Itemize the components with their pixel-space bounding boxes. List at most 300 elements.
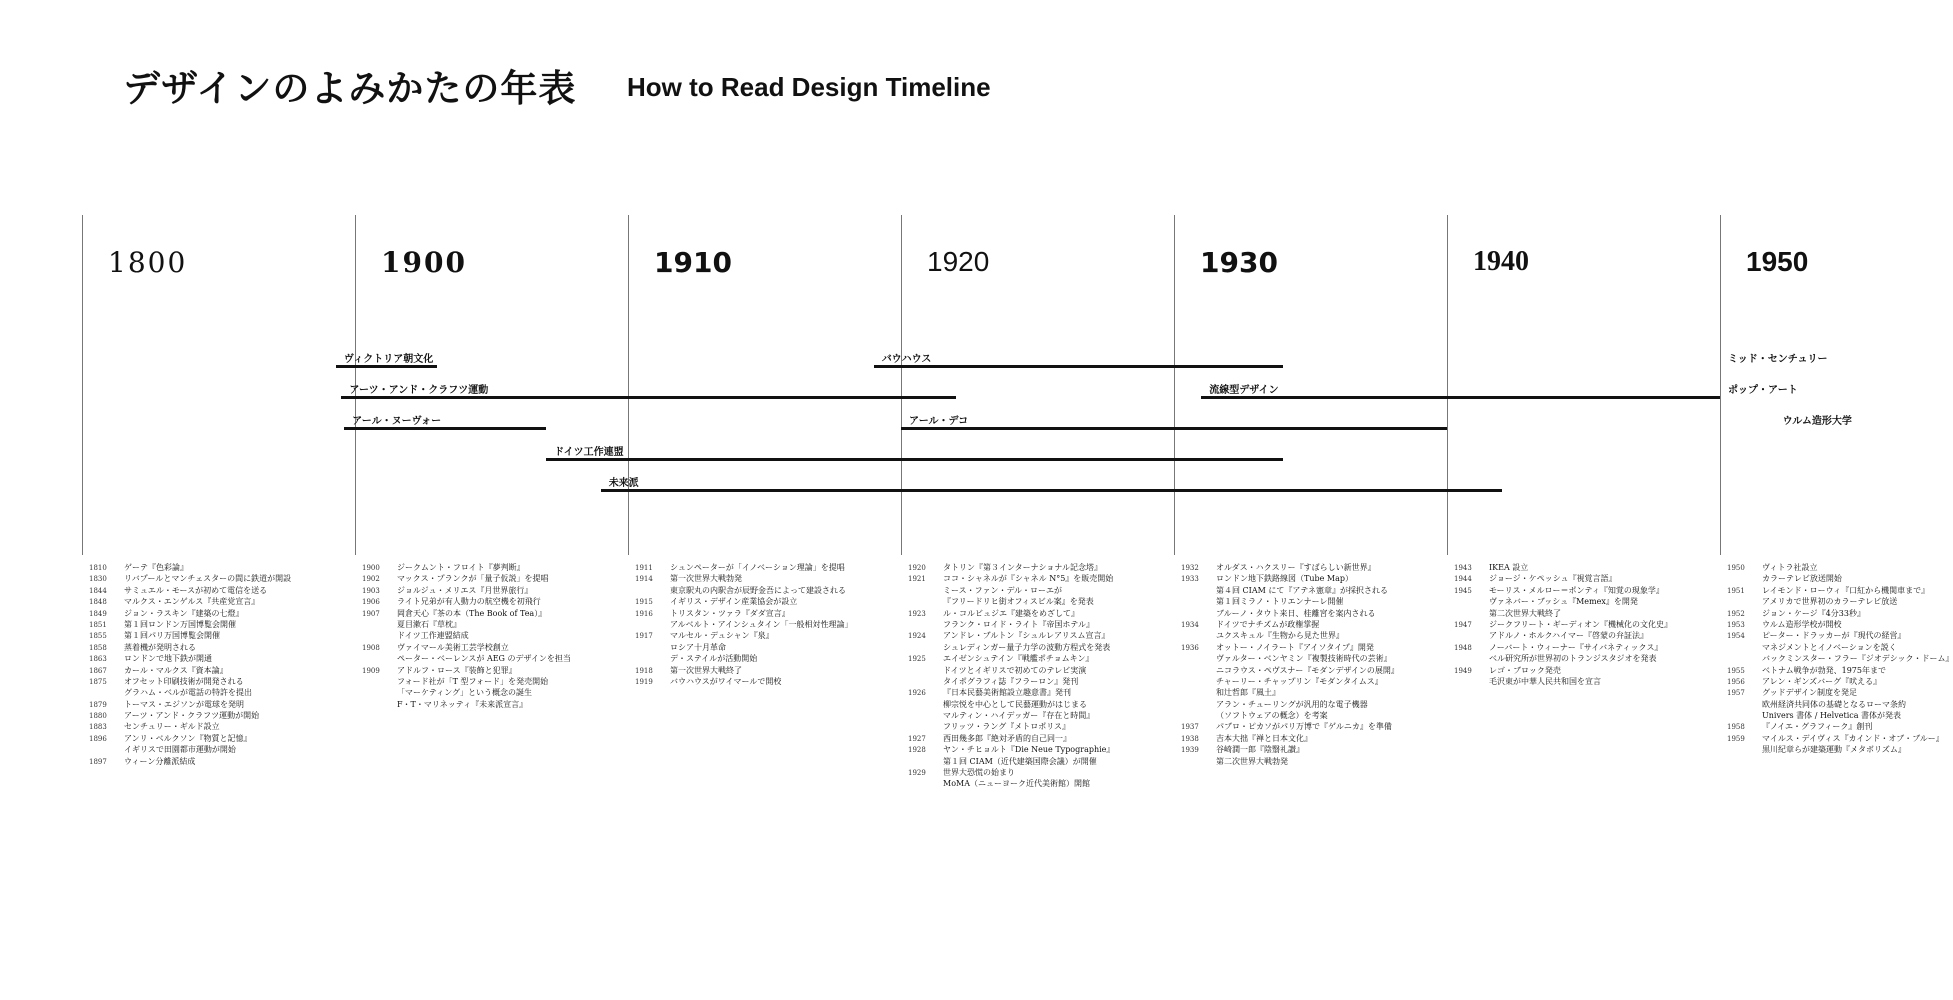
decade-label-1910: 1910	[654, 246, 732, 279]
movement-bar	[344, 427, 546, 430]
movement-bar	[901, 427, 1447, 430]
event-row	[1727, 630, 1953, 641]
decade-divider-1940	[1447, 215, 1448, 555]
event-row	[635, 562, 852, 573]
event-text: ジークムント・フロイト『夢判断』	[397, 563, 525, 572]
event-row	[635, 676, 852, 687]
event-row	[1727, 665, 1953, 676]
decade-divider-1910	[628, 215, 629, 555]
event-text: センチュリー・ギルド設立	[124, 722, 220, 732]
event-text: ウィーン分離派結成	[124, 756, 196, 766]
event-text: パブロ・ピカソがパリ万博で『ゲルニカ』を準備	[1216, 722, 1392, 732]
event-row	[1727, 562, 1953, 573]
event-text: ヴィトラ社設立	[1762, 563, 1818, 572]
event-year: 1855	[89, 632, 107, 641]
event-text: ジョージ・ケペッシュ『視覚言語』	[1489, 574, 1617, 584]
event-row	[362, 687, 571, 698]
event-row	[908, 585, 1114, 596]
event-row	[1727, 699, 1953, 710]
event-row	[89, 653, 291, 664]
event-year: 1909	[362, 666, 380, 675]
event-text: 第二次世界大戦終了	[1489, 608, 1561, 618]
event-text: ヴァネバー・ブッシュ『Memex』を開発	[1489, 597, 1638, 607]
event-year: 1929	[908, 769, 926, 778]
event-row	[362, 619, 571, 630]
event-text: マックス・プランクが「量子仮説」を提唱	[397, 574, 549, 584]
event-year: 1907	[362, 609, 380, 618]
event-row	[1181, 562, 1399, 573]
event-row	[908, 687, 1114, 698]
event-row	[635, 596, 852, 607]
event-row	[1181, 585, 1399, 596]
event-year: 1955	[1727, 666, 1745, 675]
event-text: レイモンド・ローウィ『口紅から機関車まで』	[1762, 585, 1930, 595]
event-text: ゲーテ『色彩論』	[124, 563, 188, 572]
event-row	[635, 585, 852, 596]
event-text: 黒川紀章らが建築運動『メタボリズム』	[1762, 745, 1906, 755]
event-row	[1181, 573, 1399, 584]
event-text: ロシア十月革命	[670, 642, 726, 652]
event-row	[1727, 619, 1953, 630]
event-year: 1914	[635, 575, 653, 584]
event-text: アメリカで世界初のカラーテレビ放送	[1762, 597, 1898, 607]
event-row	[908, 608, 1114, 619]
event-row	[89, 573, 291, 584]
event-row	[1454, 562, 1672, 573]
event-row	[1181, 710, 1399, 721]
event-row	[1454, 665, 1672, 676]
event-year: 1932	[1181, 564, 1199, 572]
event-text: 世界大恐慌の始まり	[943, 768, 1015, 778]
event-year: 1918	[635, 666, 653, 675]
event-row	[89, 756, 291, 767]
event-row	[908, 653, 1114, 664]
event-text: ドイツとイギリスで初めてのテレビ実演	[943, 665, 1087, 675]
event-row	[362, 596, 571, 607]
event-text: ジョルジュ・メリエス『月世界旅行』	[397, 585, 533, 595]
event-text: 「マーケティング」という概念の誕生	[397, 688, 533, 698]
event-year: 1953	[1727, 620, 1745, 629]
event-row	[635, 619, 852, 630]
event-text: レゴ・ブロック発売	[1489, 665, 1561, 675]
event-row	[908, 619, 1114, 630]
event-text: アンリ・ベルクソン『物質と記憶』	[124, 733, 252, 743]
event-row	[908, 721, 1114, 732]
event-text: マルクス・エンゲルス『共産党宣言』	[124, 597, 260, 607]
event-year: 1949	[1454, 666, 1472, 675]
event-text: ミース・ファン・デル・ローエが	[943, 585, 1063, 595]
movement-label: ポップ・アート	[1728, 385, 1798, 396]
event-text: モーリス・メルロー＝ポンティ『知覚の現象学』	[1489, 585, 1664, 595]
movement-bar	[874, 365, 1284, 368]
event-row	[362, 585, 571, 596]
event-row	[1727, 585, 1953, 596]
event-row	[1454, 619, 1672, 630]
event-text: 第二次世界大戦勃発	[1216, 756, 1288, 766]
event-text: 和辻哲郎『風土』	[1216, 688, 1280, 698]
event-text: ヴァイマール美術工芸学校創立	[397, 642, 509, 652]
decade-label-1930: 1930	[1200, 246, 1278, 279]
event-text: アレン・ギンズバーグ『吠える』	[1762, 676, 1882, 686]
event-text: Univers 書体 / Helvetica 書体が発表	[1762, 711, 1902, 721]
event-year: 1938	[1181, 734, 1199, 743]
event-row	[362, 699, 571, 710]
page-title-english: How to Read Design Timeline	[627, 72, 991, 102]
event-year: 1858	[89, 643, 107, 652]
event-year: 1943	[1454, 564, 1472, 572]
event-row	[1727, 596, 1953, 607]
event-text: 『ノイエ・グラフィーク』創刊	[1762, 722, 1873, 732]
event-text: ル・コルビュジエ『建築をめざして』	[943, 608, 1079, 618]
decade-divider-1920	[901, 215, 902, 555]
event-row	[362, 665, 571, 676]
event-text: ベル研究所が世界初のトランジスタジオを発表	[1489, 654, 1657, 664]
event-text: ノーバート・ウィーナー『サイバネティックス』	[1489, 642, 1663, 652]
event-year: 1945	[1454, 586, 1472, 595]
event-list	[1181, 562, 1399, 767]
movement-label: ミッド・センチュリー	[1728, 354, 1828, 365]
event-row	[908, 778, 1114, 789]
event-year: 1917	[635, 632, 653, 641]
event-text: ジョン・ラスキン『建築の七燈』	[124, 608, 244, 618]
event-year: 1919	[635, 677, 653, 686]
event-row	[1454, 676, 1672, 687]
event-year: 1896	[89, 734, 107, 743]
event-row	[1181, 608, 1399, 619]
event-row	[89, 665, 291, 676]
event-year: 1924	[908, 632, 926, 641]
event-text: アラン・チューリングが汎用的な電子機器	[1216, 699, 1368, 709]
event-text: ヤン・チヒョルト『Die Neue Typographie』	[943, 745, 1115, 755]
event-text: アンドレ・ブルトン『シュルレアリスム宣言』	[943, 631, 1110, 641]
event-row	[89, 619, 291, 630]
event-row	[1727, 573, 1953, 584]
event-row	[635, 573, 852, 584]
event-year: 1915	[635, 598, 653, 607]
event-row	[908, 596, 1114, 607]
event-year: 1848	[89, 598, 107, 607]
event-text: オフセット印刷技術が開発される	[124, 676, 244, 686]
event-text: MoMA（ニューヨーク近代美術館）開館	[943, 779, 1090, 789]
decade-label-1920: 1920	[927, 246, 990, 277]
event-row	[89, 642, 291, 653]
event-text: グッドデザイン制度を発足	[1762, 688, 1858, 698]
event-row	[1454, 653, 1672, 664]
event-text: 第１回ロンドン万国博覧会開催	[124, 619, 236, 629]
event-text: 『日本民藝美術館設立趣意書』発刊	[943, 688, 1071, 698]
decade-label-1800: 1800	[108, 246, 188, 279]
event-row	[1181, 653, 1399, 664]
event-text: サミュエル・モースが初めて電信を送る	[124, 585, 268, 595]
event-row	[1454, 585, 1672, 596]
event-row	[1454, 608, 1672, 619]
event-row	[908, 699, 1114, 710]
event-text: アドルノ・ホルクハイマー『啓蒙の弁証法』	[1489, 631, 1649, 641]
event-row	[908, 744, 1114, 755]
event-text: F・T・マリネッティ『未来派宣言』	[397, 699, 528, 709]
movement-label: アール・ヌーヴォー	[352, 416, 442, 427]
movement-bar	[341, 396, 955, 399]
event-text: フォード社が「T 型フォード」を発売開始	[397, 676, 549, 686]
event-year: 1883	[89, 723, 107, 732]
event-text: トーマス・エジソンが電球を発明	[124, 699, 244, 709]
event-row	[1454, 630, 1672, 641]
event-text: 欧州経済共同体の基礎となるローマ条約	[1762, 699, 1906, 709]
event-row	[89, 699, 291, 710]
event-row	[1181, 665, 1399, 676]
event-text: IKEA 設立	[1489, 563, 1529, 572]
event-text: カラーテレビ放送開始	[1762, 574, 1842, 584]
event-text: ベトナム戦争が勃発、1975年まで	[1762, 665, 1886, 675]
event-row	[1181, 676, 1399, 687]
event-year: 1925	[908, 655, 926, 664]
event-year: 1921	[908, 575, 926, 584]
event-year: 1879	[89, 700, 107, 709]
decade-divider-1930	[1174, 215, 1175, 555]
event-text: ウルム造形学校が開校	[1762, 619, 1842, 629]
event-text: アドルフ・ロース『装飾と犯罪』	[397, 665, 517, 675]
event-row	[89, 630, 291, 641]
event-year: 1923	[908, 609, 926, 618]
event-year: 1880	[89, 712, 107, 721]
event-text: シュンペーターが「イノベーション理論」を提唱	[670, 563, 845, 572]
event-year: 1952	[1727, 609, 1745, 618]
event-text: ペーター・ベーレンスが AEG のデザインを担当	[397, 654, 571, 664]
event-row	[1727, 721, 1953, 732]
decade-label-1900: 1900	[381, 246, 467, 279]
event-row	[1181, 733, 1399, 744]
event-year: 1948	[1454, 643, 1472, 652]
event-row	[89, 710, 291, 721]
event-text: ライト兄弟が有人動力の航空機を初飛行	[397, 597, 541, 607]
event-row	[89, 687, 291, 698]
event-year: 1906	[362, 598, 380, 607]
event-row	[362, 573, 571, 584]
event-row	[908, 710, 1114, 721]
event-year: 1951	[1727, 586, 1745, 595]
event-text: オルダス・ハクスリー『すばらしい新世界』	[1216, 563, 1376, 572]
event-text: アーツ・アンド・クラフツ運動が開始	[124, 711, 260, 721]
event-year: 1934	[1181, 620, 1199, 629]
event-text: トリスタン・ツァラ『ダダ宣言』	[670, 608, 790, 618]
event-year: 1867	[89, 666, 107, 675]
event-text: エイゼンシュテイン『戦艦ポチョムキン』	[943, 654, 1094, 664]
movement-label: アール・デコ	[909, 416, 969, 427]
event-text: ブルーノ・タウト来日、桂離宮を案内される	[1216, 608, 1376, 618]
event-year: 1944	[1454, 575, 1472, 584]
event-year: 1958	[1727, 723, 1745, 732]
event-year: 1957	[1727, 689, 1745, 698]
event-text: カール・マルクス『資本論』	[124, 665, 228, 675]
event-text: ジークフリート・ギーディオン『機械化の文化史』	[1489, 619, 1673, 629]
event-text: （ソフトウェアの概念）を考案	[1216, 711, 1328, 721]
decade-label-1950: 1950	[1746, 246, 1809, 277]
event-row	[1181, 721, 1399, 732]
event-text: アルベルト・アインシュタイン「一般相対性理論」	[670, 619, 853, 629]
event-text: フリッツ・ラング『メトロポリス』	[943, 722, 1071, 732]
decade-label-1940: 1940	[1473, 246, 1529, 277]
event-row	[362, 653, 571, 664]
event-row	[1727, 676, 1953, 687]
event-year: 1902	[362, 575, 380, 584]
event-row	[89, 596, 291, 607]
event-year: 1916	[635, 609, 653, 618]
event-text: ニコラウス・ペヴスナー『モダンデザインの展開』	[1216, 665, 1399, 675]
movement-label: バウハウス	[881, 354, 932, 365]
event-text: 『フリードリヒ街オフィスビル案』を発表	[943, 597, 1094, 607]
event-row	[1727, 653, 1953, 664]
page-title-japanese: デザインのよみかたの年表	[123, 67, 577, 110]
event-row	[635, 630, 852, 641]
event-text: ユクスキュル『生物から見た世界』	[1216, 631, 1344, 641]
event-text: イギリスで田園都市運動が開始	[124, 745, 236, 755]
event-text: チャーリー・チャップリン『モダンタイムス』	[1216, 676, 1383, 686]
event-row	[908, 756, 1114, 767]
event-row	[362, 630, 571, 641]
event-row	[908, 733, 1114, 744]
event-row	[635, 642, 852, 653]
event-text: グラハム・ベルが電話の特許を提出	[124, 688, 252, 698]
event-row	[1454, 596, 1672, 607]
event-year: 1937	[1181, 723, 1199, 732]
event-year: 1939	[1181, 746, 1199, 755]
event-year: 1926	[908, 689, 926, 698]
event-text: ドイツでナチズムが政権掌握	[1216, 619, 1320, 629]
event-row	[89, 608, 291, 619]
event-text: デ・ステイルが活動開始	[670, 654, 758, 664]
event-row	[1181, 596, 1399, 607]
event-row	[89, 721, 291, 732]
event-row	[1181, 699, 1399, 710]
event-text: タイポグラフィ誌『フラーロン』発刊	[943, 676, 1079, 686]
event-row	[89, 744, 291, 755]
event-row	[635, 665, 852, 676]
event-text: ドイツ工作連盟結成	[397, 631, 469, 641]
event-text: オットー・ノイラート『アイソタイプ』開発	[1216, 642, 1374, 652]
event-row	[1727, 710, 1953, 721]
event-row	[1727, 642, 1953, 653]
event-row	[1181, 756, 1399, 767]
movement-label: ウルム造形大学	[1782, 416, 1852, 427]
event-year: 1959	[1727, 734, 1745, 743]
event-row	[1181, 687, 1399, 698]
event-row	[89, 585, 291, 596]
movement-label: ドイツ工作連盟	[554, 447, 624, 458]
event-text: ロンドン地下鉄路線図（Tube Map）	[1216, 574, 1353, 584]
movement-bar	[546, 458, 1283, 461]
movement-bar	[1201, 396, 1720, 399]
event-text: ジョン・ケージ『4分33秒』	[1762, 608, 1865, 618]
event-row	[362, 642, 571, 653]
event-year: 1903	[362, 586, 380, 595]
event-year: 1936	[1181, 643, 1199, 652]
event-text: マネジメントとイノベーションを説く	[1762, 642, 1897, 652]
event-text: タトリン『第３インターナショナル記念塔』	[943, 563, 1102, 572]
event-row	[1181, 630, 1399, 641]
event-year: 1849	[89, 609, 107, 618]
movement-label: アーツ・アンド・クラフツ運動	[349, 385, 489, 396]
event-text: 第１回 CIAM（近代建築国際会議）が開催	[943, 756, 1097, 766]
event-row	[908, 665, 1114, 676]
event-year: 1851	[89, 620, 107, 629]
event-row	[908, 562, 1114, 573]
event-year: 1947	[1454, 620, 1472, 629]
movement-label: 未来派	[608, 478, 639, 489]
movement-bar	[601, 489, 1502, 492]
event-year: 1830	[89, 575, 107, 584]
event-list	[362, 562, 571, 710]
event-text: ロンドンで地下鉄が開通	[124, 654, 212, 664]
event-text: 第４回 CIAM にて『アテネ憲章』が採択される	[1216, 585, 1389, 595]
event-row	[908, 642, 1114, 653]
event-year: 1920	[908, 564, 926, 572]
event-row	[908, 676, 1114, 687]
event-text: イギリス・デザイン産業協会が設立	[670, 597, 798, 607]
event-year: 1810	[89, 564, 107, 572]
event-row	[1181, 744, 1399, 755]
event-text: マルセル・デュシャン『泉』	[670, 631, 774, 641]
event-row	[362, 608, 571, 619]
event-text: 第一次世界大戦勃発	[670, 574, 742, 584]
event-row	[1727, 608, 1953, 619]
event-row	[1727, 733, 1953, 744]
event-text: ピーター・ドラッカーが『現代の経営』	[1762, 631, 1906, 641]
event-text: バックミンスター・フラー『ジオデシック・ドーム』	[1762, 654, 1953, 664]
event-text: 柳宗悦を中心として民藝運動がはじまる	[943, 699, 1087, 709]
event-row	[908, 573, 1114, 584]
event-year: 1908	[362, 643, 380, 652]
event-list	[1454, 562, 1672, 687]
decade-divider-1950	[1720, 215, 1721, 555]
event-text: リバプールとマンチェスターの間に鉄道が開設	[124, 574, 292, 584]
event-text: 毛沢東が中華人民共和国を宣言	[1489, 676, 1601, 686]
event-row	[1727, 687, 1953, 698]
event-year: 1900	[362, 564, 380, 572]
event-year: 1911	[635, 564, 653, 572]
event-list	[908, 562, 1114, 790]
event-row	[362, 562, 571, 573]
movement-label: ヴィクトリア朝文化	[343, 354, 434, 365]
event-text: 第１回パリ万国博覧会開催	[124, 631, 220, 641]
event-row	[1181, 642, 1399, 653]
decade-divider-1800	[82, 215, 83, 555]
event-text: 西田幾多郎『絶対矛盾的自己同一』	[943, 733, 1071, 743]
event-text: ココ・シャネルが『シャネル N°5』を販売開始	[943, 574, 1114, 584]
event-year: 1956	[1727, 677, 1745, 686]
event-text: 東京駅丸の内駅舎が辰野金吾によって建設される	[670, 585, 846, 595]
event-row	[89, 676, 291, 687]
event-year: 1933	[1181, 575, 1199, 584]
event-text: マイルス・デイヴィス『カインド・オブ・ブルー』	[1762, 733, 1944, 743]
event-text: 谷崎潤一郎『陰翳礼讃』	[1216, 745, 1304, 755]
event-year: 1927	[908, 734, 926, 743]
event-text: ヴァルター・ベンヤミン『複製技術時代の芸術』	[1216, 654, 1392, 664]
event-list	[1727, 562, 1953, 756]
event-row	[1181, 619, 1399, 630]
event-row	[362, 676, 571, 687]
event-year: 1928	[908, 746, 926, 755]
event-text: 吉本大拙『禅と日本文化』	[1216, 733, 1312, 743]
event-year: 1844	[89, 586, 107, 595]
event-row	[1454, 573, 1672, 584]
event-year: 1875	[89, 677, 107, 686]
event-row	[1454, 642, 1672, 653]
event-text: バウハウスがワイマールで開校	[670, 676, 782, 686]
event-row	[89, 562, 291, 573]
event-text: 蒸着機が発明される	[124, 642, 196, 652]
event-year: 1954	[1727, 632, 1745, 641]
movement-bar	[336, 365, 437, 368]
